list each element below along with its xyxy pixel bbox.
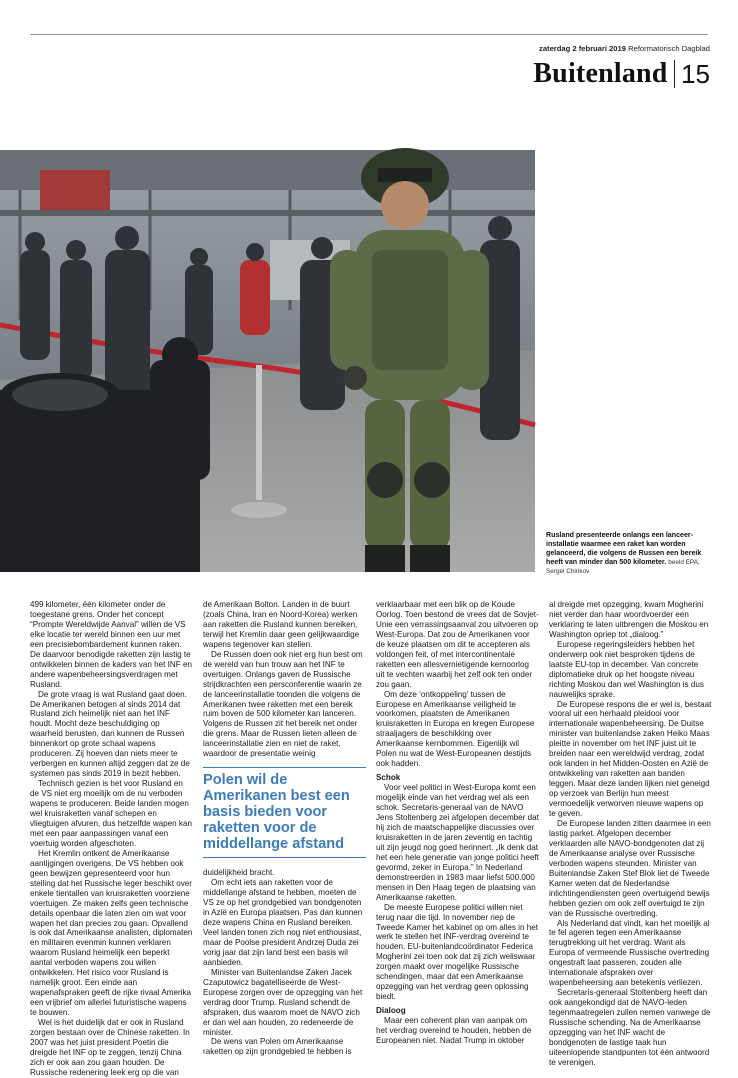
paragraph: De grote vraag is wat Rusland gaat doen. De Amerikanen betogen al sinds 2014 dat Rusland zich heimelijk niet aan het INF houdt. Mocht deze beschuldiging op waarheid berusten, dan kunnen de Russen binnenkort op grote schaal wapens produceren. Zij hoeven dan niets meer te verbergen en kunnen altijd zeggen dat ze de systemen pas sinds 2019 in bezit hebben. [30, 689, 190, 779]
top-rule [30, 34, 708, 35]
paragraph: de Amerikaan Bolton. Landen in de buurt (zoals China, Iran en Noord-Korea) werken aan raketten die Rusland kunnen bereiken, terwijl het Kremlin daar geen gelijkwaardige wapens tegenover kan stellen. [203, 600, 360, 649]
paragraph: De Russen doen ook niet erg hun best om de wereld van hun trouw aan het INF te overtuigen. Onlangs gaven de Russische strijdkrachten een persconferentie waarin ze de lanceerinstallatie toonden die volgens de Amerikanen twee raketten met een bereik ruim boven de 500 kilometer kan lanceren. Volgens de Russen zit het bereik net onder die grens. Maar de Russen lieten alleen de lanceerinstallatie zien en niet de raket, waardoor de presentatie weinig [203, 649, 363, 759]
issue-date: zaterdag 2 februari 2019 [539, 44, 626, 53]
dateline [539, 44, 710, 53]
subheading-schok: Schok [376, 773, 401, 783]
pull-quote-rule [203, 857, 366, 858]
paragraph: Secretaris-generaal Stoltenberg heeft dan ook aangekondigd dat de NAVO-leden tegenmaatregelen zullen nemen vanwege de Russische schending. Na de Amerikaanse opzegging van het INF wacht de bondgenoten de lastige taak hun uiteenlopende standpunten tot één antwoord te verenigen. [549, 988, 711, 1067]
photo-credit: beeld EPA, Sergei Chirikov [546, 559, 700, 575]
paragraph: Voor veel politici in West-Europa komt een mogelijk einde van het verdrag wel als een schok. Secretaris-generaal van de NAVO Jens Stoltenberg zei afgelopen december dat hij zich de maatschappelijke discussies over kruisraketten in de jaren zeventig en tachtig uit zijn jeugd nog goed herinnert. „Ik denk dat het een hele generatie van jonge politici heeft gevormd, zeker in Europa.” In Nederland demonstreerden in 1983 maar liefst 500.000 mensen in Den Haag tegen de plaatsing van Amerikaanse raketten. [376, 783, 539, 902]
paragraph: 499 kilometer, één kilometer onder de toegestane grens. Onder het concept “Prompte Wereldwijde Aanval” willen de VS elke locatie ter wereld binnen een uur met een precisiebombardement kunnen raken. De daarvoor benodigde raketten zijn lastig te ontwikkelen binnen de kaders van het INF en andere wapenbeheersingsverdragen met Rusland. [30, 600, 192, 689]
section-divider [674, 60, 676, 88]
news-photo [0, 150, 535, 572]
photo-illustration [0, 150, 535, 572]
article-column-1 [30, 600, 193, 1078]
article-column-2 [203, 600, 366, 1057]
subheading-dialoog: Dialoog [376, 1006, 406, 1016]
pull-quote [203, 767, 366, 858]
photo-caption [546, 531, 714, 576]
paragraph: Maar een coherent plan van aanpak om het verdrag overeind te houden, hebben de Europeanen niet. Nadat Trump in oktober [376, 1016, 532, 1045]
paragraph: Technisch gezien is het voor Rusland en de VS niet erg moeilijk om de nu verboden wapens te produceren. Beide landen mogen wel kruisraketten vanaf schepen en vliegtuigen afvuren, dus hetzelfde wapen kan met een paar aanpassingen vanaf een voertuig worden afgeschoten. [30, 779, 192, 848]
paragraph: De wens van Polen om Amerikaanse raketten op zijn grondgebied te hebben is [203, 1037, 352, 1057]
page-number: 15 [681, 58, 710, 89]
paragraph: Wel is het duidelijk dat er ook in Rusland zorgen bestaan over de Chinese raketten. In 2007 was het juist president Poetin die dreigde het INF op te zeggen, tenzij China zich er ook aan zou gaan houden. De Russische redenering leek erg op die van [30, 1018, 190, 1077]
caption-text: Rusland presenteerde onlangs een lanceerinstallatie waarmee een raket kan worden gelanceerd, die volgens de Russen een bereik heeft van minder dan 500 kilometer. [546, 531, 702, 566]
paragraph: De Europese landen zitten daarmee in een lastig parket. Afgelopen december verklaarden alle NAVO-bondgenoten dat zij de Amerikaanse analyse over Russische verboden wapens steunden. Minister van Buitenlandse Zaken Stef Blok liet de Tweede Kamer weten dat de Nederlandse inlichtingendiensten geen overtuigend bewijs hebben gezien om ook zelf overtuigd te zijn van de Russische overtreding. [549, 818, 711, 918]
section-title: Buitenland [533, 58, 668, 89]
paragraph: Europese regeringsleiders hebben het onderwerp ook niet besproken tijdens de laatste EU-top in december. Van concrete diplomatieke druk op het hoogste niveau richting Moskou dan wel Washington is dus nauwelijks sprake. [549, 639, 704, 699]
paragraph: Om deze ‘ontkoppeling’ tussen de Europese en Amerikaanse veiligheid te voorkomen, plaatsten de Amerikanen kruisraketten in Europa en kregen Europese straaljagers de beschikking over Amerikaanse kernbommen. Eigenlijk wil Polen nu wat de West-Europeanen destijds ook hadden. [376, 689, 535, 769]
paragraph: Het Kremlin ontkent de Amerikaanse aantijgingen overigens. De VS hebben ook geen bewijzen gepresenteerd voor hun stelling dat het Russische leger beschikt over enkele tientallen van kruisraketten voorziene voertuigen. Ze maken zelfs geen technische details openbaar die laten zien om wat voor wapen het dan precies zou gaan. Opvallend is ook dat Amerikaanse analisten, diplomaten en militairen evenmin kunnen verklaren waarom Rusland heimelijk een beperkt aantal verboden wapens zou willen ontwikkelen. Het risico voor Rusland is namelijk groot. Een einde aan wapenafspraken geeft de rijke rivaal Amerika een vrijbrief om allerlei futuristische wapens te bouwen. [30, 848, 193, 1018]
section-header [533, 58, 710, 90]
newspaper-name: Reformatorisch Dagblad [628, 44, 710, 53]
pull-quote-text: Polen wil de Amerikanen best een basis bieden voor raketten voor de middellange afstand [203, 772, 350, 853]
paragraph: al dreigde met opzegging, kwam Mogherini niet verder dan haar woordvoerder een verklaring te laten uitbrengen die Moskou en Washington opriep tot „dialoog.” [549, 600, 709, 639]
paragraph: De Europese respons die er wel is, bestaat vooral uit een herhaald pleidooi voor internationale wapenbeheersing. De Duitse minister van buitenlandse zaken Heiko Maas pleitte in november om het INF juist uit te breiden naar een wereldwijd verdrag, zodat ook landen in het Midden-Oosten en Azië de ontwikkeling van raketten aan banden leggen. Maar deze landen lijken niet geneigd op verzoek van Berlijn hun meest vermoedelijk verworven nieuwe wapens op te geven. [549, 699, 712, 819]
paragraph: Om echt iets aan raketten voor de middellange afstand te hebben, moeten de VS ze op het grondgebied van bondgenoten in Azië en Europa plaatsen. Pas dan kunnen deze wapens China en Rusland bereiken. Veel landen tonen zich nog niet enthousiast, maar de Poolse president Andrzej Duda zei vorig jaar dat zijn land best een basis wil aanbieden. [203, 878, 363, 967]
article-column-4 [549, 600, 712, 1068]
paragraph: Als Nederland dat vindt, kan het moeilijk al te fel ageren tegen een Amerikaanse terugtrekking uit het verdrag. Want als Europa of vermeende Russische overtreding ongestraft laat passeren, zouden alle internationale afspraken over wapenbeheersing aan betekenis verliezen. [549, 918, 710, 988]
paragraph: Minister van Buitenlandse Zaken Jacek Czaputowicz bagatelliseerde de West-Europese zorgen over de opzegging van het verdrag door Trump. Rusland schendt de afspraken, dus waarom moet de NAVO zich er dan wel aan houden, zo redeneerde de minister. [203, 967, 363, 1037]
pull-quote-rule [203, 767, 366, 768]
paragraph: duidelijkheid bracht. [203, 868, 275, 878]
article-column-3 [376, 600, 539, 1046]
paragraph: verklaarbaar met een blik op de Koude Oorlog. Toen bestond de vrees dat de Sovjet-Unie een verrassingsaanval zou uitvoeren op West-Europa. Dat zou de Amerikanen voor de keuze plaatsen om dit te accepteren als voldongen feit, of met intercontinentale raketten een allesvernietigende kernoorlog uit te vechten waarbij het zelf ook ten onder zou gaan. [376, 600, 539, 689]
paragraph: De meeste Europese politici willen niet terug naar die tijd. In november riep de Tweede Kamer het kabinet op om alles in het werk te stellen het INF-verdrag overeind te houden. EU-buitenlandcoördinator Federica Mogherini zei toen ook dat zij zich weliswaar zorgen maakt over mogelijke Russische schendingen, maar dat een Amerikaanse opzegging van het verdrag geen oplossing biedt. [376, 902, 538, 1002]
